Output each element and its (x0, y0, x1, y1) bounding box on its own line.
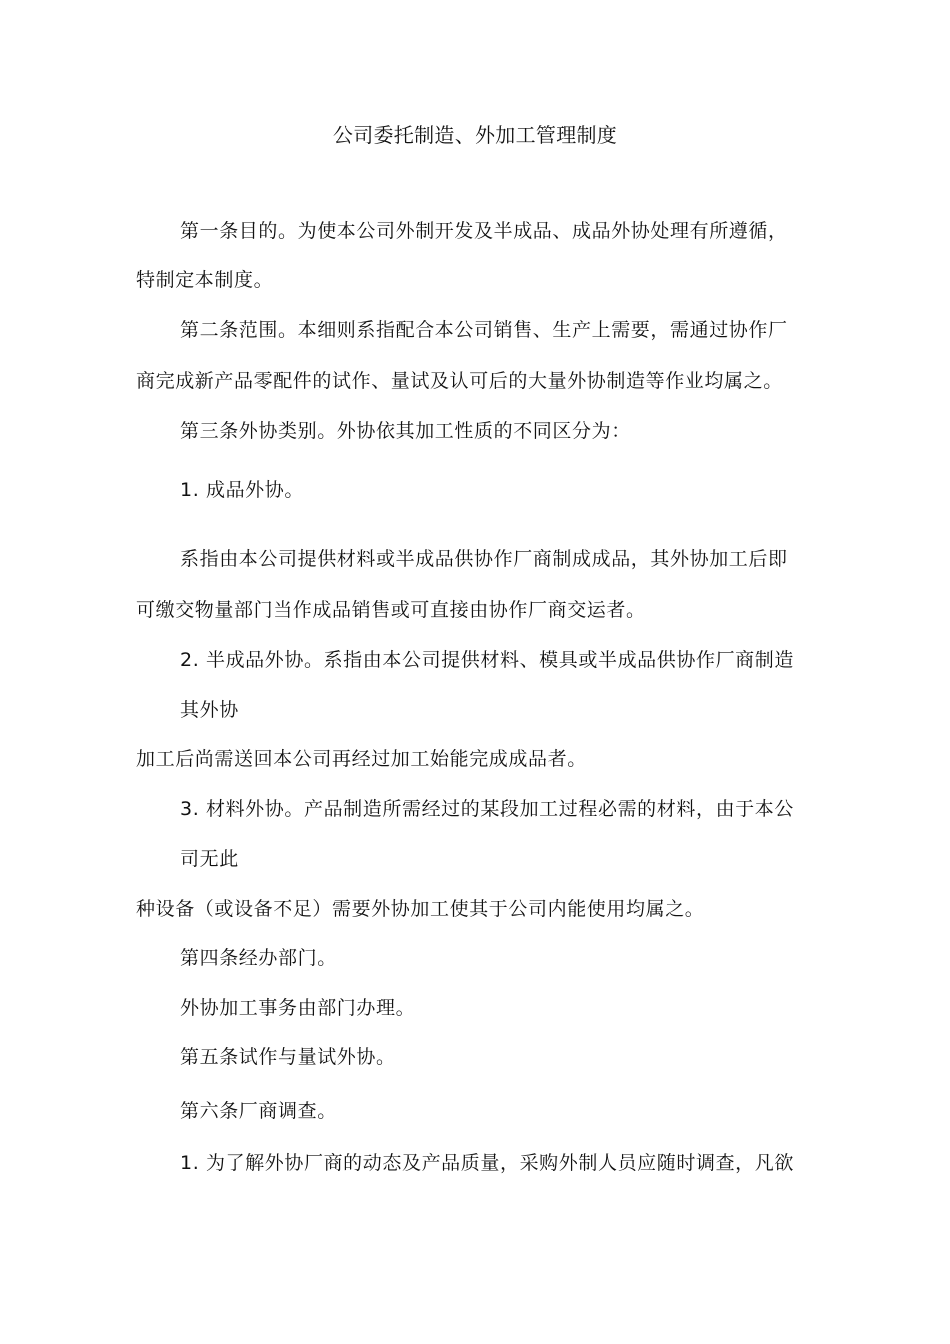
paragraph-line: 加工后尚需送回本公司再经过加工始能完成成品者。 (136, 748, 587, 770)
paragraph-line: 第二条范围。本细则系指配合本公司销售、生产上需要，需通过协作厂 (180, 319, 788, 341)
list-item: 1. 为了解外协厂商的动态及产品质量，采购外制人员应随时调查，凡欲 (180, 1152, 794, 1174)
paragraph-line: 第一条目的。为使本公司外制开发及半成品、成品外协处理有所遵循， (180, 220, 788, 242)
list-item: 2. 半成品外协。系指由本公司提供材料、模具或半成品供协作厂商制造 (180, 649, 794, 671)
paragraph-line: 其外协 (180, 699, 239, 721)
paragraph-line: 第六条厂商调查。 (180, 1100, 337, 1122)
list-item: 3. 材料外协。产品制造所需经过的某段加工过程必需的材料，由于本公 (180, 798, 794, 820)
paragraph-line: 司无此 (180, 848, 239, 870)
paragraph-line: 可缴交物量部门当作成品销售或可直接由协作厂商交运者。 (136, 599, 646, 621)
paragraph-line: 商完成新产品零配件的试作、量试及认可后的大量外协制造等作业均属之。 (136, 370, 783, 392)
document-title: 公司委托制造、外加工管理制度 (332, 123, 618, 147)
paragraph-line: 外协加工事务由部门办理。 (180, 997, 416, 1019)
paragraph-line: 第三条外协类别。外协依其加工性质的不同区分为： (180, 420, 631, 442)
paragraph-line: 第四条经办部门。 (180, 947, 337, 969)
paragraph-line: 第五条试作与量试外协。 (180, 1046, 396, 1068)
paragraph-line: 种设备（或设备不足）需要外协加工使其于公司内能使用均属之。 (136, 898, 705, 920)
paragraph-line: 特制定本制度。 (136, 269, 274, 291)
paragraph-line: 系指由本公司提供材料或半成品供协作厂商制成成品，其外协加工后即 (180, 548, 788, 570)
list-item: 1. 成品外协。 (180, 479, 304, 501)
